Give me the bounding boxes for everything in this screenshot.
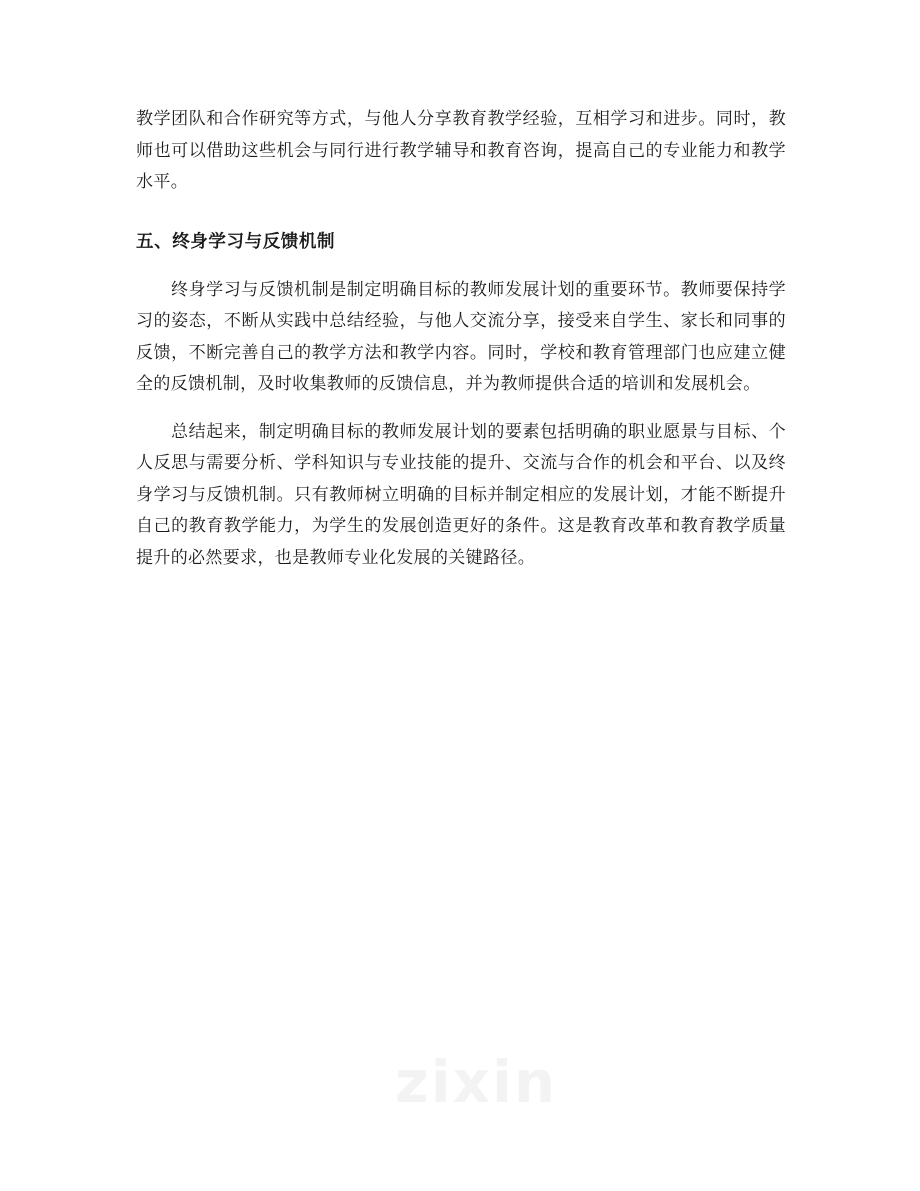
paragraph-conclusion: 总结起来，制定明确目标的教师发展计划的要素包括明确的职业愿景与目标、个人反思与需要分析、学科知识与专业技能的提升、交流与合作的机会和平台、以及终身学习与反馈机制。只有教师树立明确的目标并制定相应的发展计划，才能不断提升自己的教育教学能力，为学生的发展创造更好的条件。这是教育改革和教育教学质量提升的必然要求，也是教师专业化发展的关键路径。 [136, 421, 786, 568]
paragraph-team-sharing: 教学团队和合作研究等方式，与他人分享教育教学经验，互相学习和进步。同时，教师也可以借助这些机会与同行进行教学辅导和教育咨询，提高自己的专业能力和教学水平。 [136, 109, 786, 192]
document-body [136, 104, 786, 574]
paragraph-lifelong-learning: 终身学习与反馈机制是制定明确目标的教师发展计划的重要环节。教师要保持学习的姿态，不断从实践中总结经验，与他人交流分享，接受来自学生、家长和同事的反馈，不断完善自己的教学方法和教学内容。同时，学校和教育管理部门也应建立健全的反馈机制，及时收集教师的反馈信息，并为教师提供合适的培训和发展机会。 [136, 279, 786, 394]
watermark-logo [395, 1052, 575, 1112]
section-heading-lifelong-learning: 五、终身学习与反馈机制 [136, 231, 336, 252]
